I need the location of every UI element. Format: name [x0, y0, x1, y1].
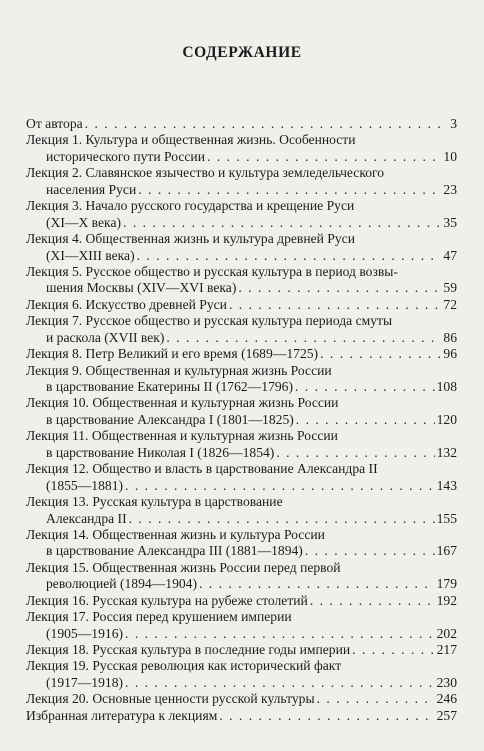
toc-entry-continuation: [26, 248, 457, 264]
leader-dots: [219, 708, 434, 724]
page-number: 23: [443, 181, 457, 197]
toc-entry-text: Лекция 15. Общественная жизнь России перед первой: [26, 559, 341, 575]
toc-entry-text: Лекция 2. Славянское язычество и культура земледельческого: [26, 165, 385, 181]
toc-entry-line: [26, 297, 457, 313]
toc-entry-text: Лекция 12. Общество и власть в царствование Александра II: [26, 461, 378, 477]
toc-entry-text: Избранная литература к лекциям: [26, 707, 218, 723]
toc-entry-text: (1855—1881): [46, 477, 124, 493]
toc-entry-text: исторического пути России: [46, 148, 205, 164]
page-number: 230: [436, 674, 457, 690]
toc-entry: [26, 494, 457, 527]
toc-entry-line: [26, 560, 457, 576]
toc-entry-text: (XI—X века): [46, 214, 122, 230]
toc-entry-line: [26, 708, 457, 724]
toc-entry-text: Лекция 14. Общественная жизнь и культура России: [26, 526, 325, 542]
page-number: 179: [436, 576, 457, 592]
toc-entry-line: [26, 691, 457, 707]
page-number: 47: [443, 247, 457, 263]
toc-entry-text: Лекция 3. Начало русского государства и крещение Руси: [26, 198, 355, 214]
leader-dots: [166, 330, 441, 346]
page-number: 167: [436, 543, 457, 559]
toc-entry-line: [26, 609, 457, 625]
page-number: 96: [443, 346, 457, 362]
toc-entry-continuation: [26, 215, 457, 231]
toc-entry-continuation: [26, 379, 457, 395]
toc-entry-line: [26, 116, 457, 132]
toc-entry-text: и раскола (XVII век): [46, 329, 165, 345]
leader-dots: [137, 248, 442, 264]
toc-entry-continuation: [26, 511, 457, 527]
toc-entry-text: (XI—XIII века): [46, 247, 135, 263]
toc-entry-line: [26, 346, 457, 362]
toc-entry-continuation: [26, 543, 457, 559]
toc-entry-text: Лекция 6. Искусство древней Руси: [26, 296, 227, 312]
leader-dots: [125, 675, 435, 691]
page-number: 132: [436, 444, 457, 460]
toc-entry-text: Лекция 8. Петр Великий и его время (1689—1725): [26, 346, 319, 362]
leader-dots: [85, 116, 449, 132]
toc-entry-continuation: [26, 182, 457, 198]
toc-entry: [26, 658, 457, 691]
toc-entry: [26, 609, 457, 642]
leader-dots: [199, 576, 435, 592]
leader-dots: [276, 445, 434, 461]
toc-entry: [26, 165, 457, 198]
toc-entry-line: [26, 593, 457, 609]
toc-entry-text: (1917—1918): [46, 674, 124, 690]
toc-entry-text: Лекция 16. Русская культура на рубеже столетий: [26, 592, 308, 608]
page-number: 246: [436, 691, 457, 707]
toc-entry: [26, 560, 457, 593]
page-number: 202: [436, 625, 457, 641]
page-number: 120: [436, 411, 457, 427]
toc-entry-text: Лекция 19. Русская революция как исторический факт: [26, 658, 342, 674]
toc-entry-text: населения Руси: [46, 181, 137, 197]
leader-dots: [129, 511, 435, 527]
leader-dots: [310, 593, 435, 609]
leader-dots: [238, 280, 441, 296]
toc-entry-text: революцией (1894—1904): [46, 576, 197, 592]
toc-entry-continuation: [26, 149, 457, 165]
toc-entry-text: в царствование Николая I (1826—1854): [46, 444, 275, 460]
toc-entry-line: [26, 264, 457, 280]
toc-entry-line: [26, 658, 457, 674]
toc-entry: [26, 527, 457, 560]
toc-entry-text: Лекция 10. Общественная и культурная жизнь России: [26, 395, 339, 411]
leader-dots: [295, 379, 435, 395]
page-number: 59: [443, 280, 457, 296]
toc-entry-text: шения Москвы (XIV—XVI века): [46, 280, 237, 296]
leader-dots: [320, 346, 441, 362]
toc-entry-text: Лекция 4. Общественная жизнь и культура древней Руси: [26, 231, 355, 247]
toc-entry-continuation: [26, 330, 457, 346]
toc-entry-text: Лекция 5. Русское общество и русская культура в период возвы-: [26, 263, 398, 279]
toc-entry-line: [26, 313, 457, 329]
toc-entry-line: [26, 428, 457, 444]
page-number: 3: [450, 116, 457, 131]
toc-entry-text: Александра II: [46, 510, 127, 526]
toc-entry-text: Лекция 20. Основные ценности русской культуры: [26, 691, 315, 707]
toc-entry: [26, 691, 457, 707]
toc-entry-text: Лекция 9. Общественная и культурная жизнь России: [26, 362, 332, 378]
leader-dots: [305, 543, 435, 559]
toc-entry-continuation: [26, 675, 457, 691]
toc-entry: [26, 642, 457, 658]
toc-entry-continuation: [26, 412, 457, 428]
page-number: 257: [436, 707, 457, 723]
toc-entry-text: Лекция 13. Русская культура в царствование: [26, 494, 283, 510]
toc-entry-line: [26, 395, 457, 411]
page-number: 35: [443, 214, 457, 230]
toc-entry: [26, 264, 457, 297]
leader-dots: [125, 626, 435, 642]
toc-entry-text: в царствование Александра I (1801—1825): [46, 411, 294, 427]
toc-entry-line: [26, 494, 457, 510]
leader-dots: [296, 412, 435, 428]
page-title: СОДЕРЖАНИЕ: [182, 44, 302, 61]
toc-entry: [26, 346, 457, 362]
page-number: 10: [443, 148, 457, 164]
toc-entry: [26, 313, 457, 346]
toc-entry: [26, 461, 457, 494]
table-of-contents: [26, 116, 457, 724]
toc-entry: [26, 363, 457, 396]
toc-entry-text: Лекция 17. Россия перед крушением империи: [26, 609, 292, 625]
page-number: 155: [436, 510, 457, 526]
toc-entry-continuation: [26, 626, 457, 642]
leader-dots: [123, 215, 441, 231]
toc-entry-text: Лекция 18. Русская культура в последние годы империи: [26, 642, 351, 657]
page-number: 217: [436, 642, 457, 657]
toc-entry: [26, 116, 457, 132]
toc-entry-continuation: [26, 576, 457, 592]
toc-entry-line: [26, 132, 457, 148]
toc-entry-text: (1905—1916): [46, 625, 124, 641]
toc-entry: [26, 708, 457, 724]
leader-dots: [229, 297, 441, 313]
leader-dots: [207, 149, 441, 165]
toc-entry-continuation: [26, 478, 457, 494]
page-number: 192: [436, 592, 457, 608]
leader-dots: [138, 182, 441, 198]
page-number: 86: [443, 329, 457, 345]
toc-entry-line: [26, 165, 457, 181]
toc-entry-text: в царствование Екатерины II (1762—1796): [46, 379, 293, 394]
leader-dots: [125, 478, 435, 494]
toc-entry-continuation: [26, 445, 457, 461]
toc-entry-continuation: [26, 280, 457, 296]
page-number: 143: [436, 477, 457, 493]
page-number: 72: [443, 296, 457, 312]
toc-entry: [26, 198, 457, 231]
page-number: 108: [436, 379, 457, 394]
toc-entry: [26, 395, 457, 428]
toc-entry-text: Лекция 11. Общественная и культурная жизнь России: [26, 428, 338, 444]
toc-entry-line: [26, 461, 457, 477]
toc-entry-text: От автора: [26, 116, 83, 131]
toc-entry: [26, 231, 457, 264]
leader-dots: [352, 642, 434, 658]
toc-entry-text: Лекция 1. Культура и общественная жизнь. Особенности: [26, 132, 356, 148]
leader-dots: [317, 691, 435, 707]
toc-entry-line: [26, 527, 457, 543]
toc-entry-line: [26, 231, 457, 247]
toc-entry-line: [26, 642, 457, 658]
toc-entry: [26, 132, 457, 165]
toc-entry-line: [26, 363, 457, 379]
toc-entry-line: [26, 198, 457, 214]
toc-entry: [26, 593, 457, 609]
toc-entry: [26, 297, 457, 313]
toc-entry-text: Лекция 7. Русское общество и русская культура периода смуты: [26, 313, 393, 329]
toc-entry: [26, 428, 457, 461]
toc-entry-text: в царствование Александра III (1881—1894): [46, 543, 303, 559]
